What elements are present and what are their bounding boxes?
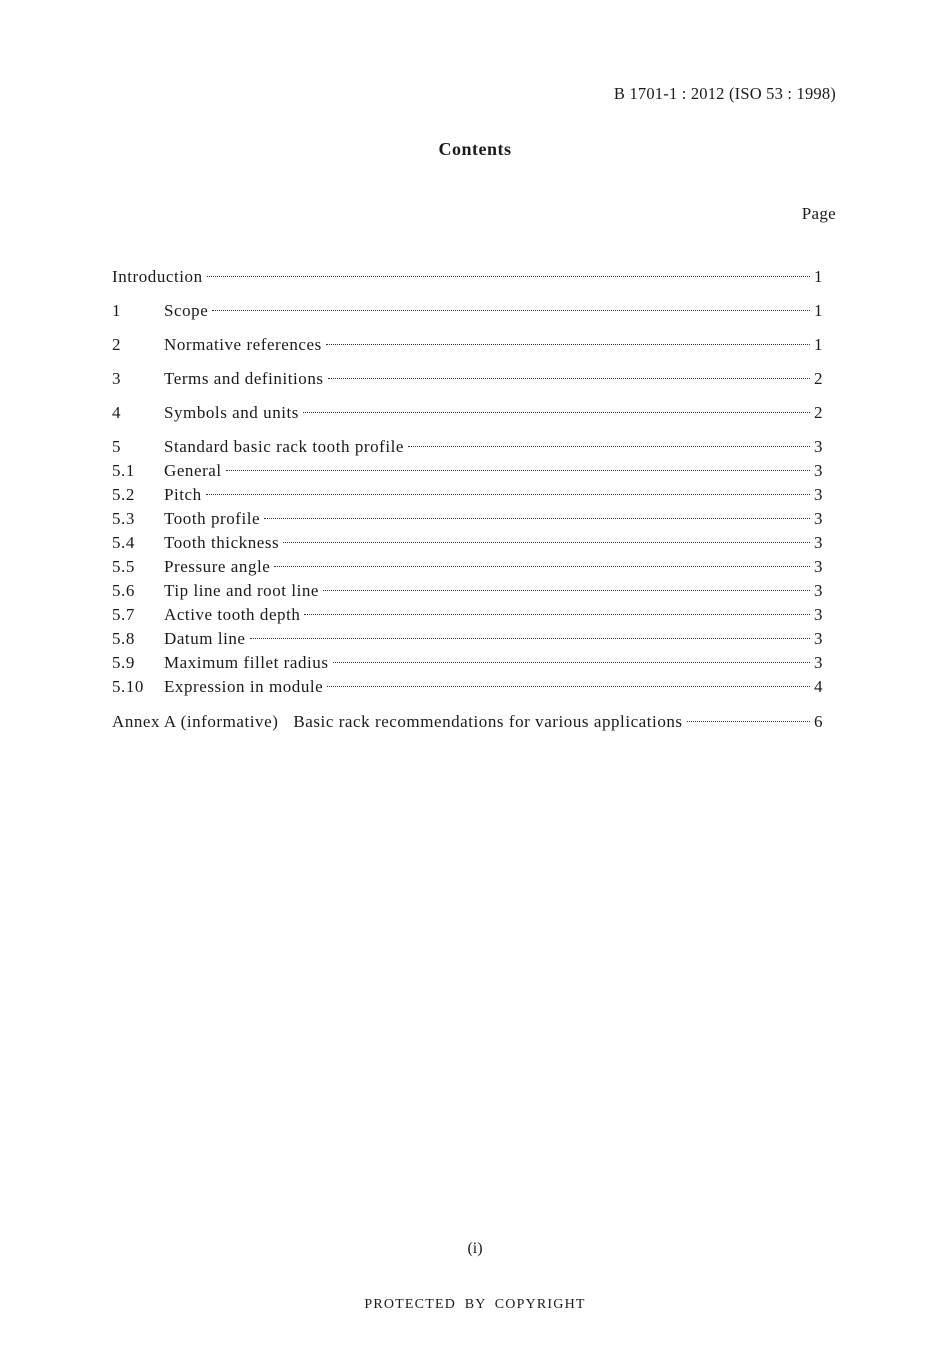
toc-entry-number: 3 (112, 369, 122, 388)
toc-entry-title: Symbols and units (164, 403, 299, 422)
toc-leader (226, 470, 810, 471)
toc-entry[interactable] (112, 629, 823, 651)
toc-entry-title: Tooth profile (164, 509, 261, 528)
toc-entry-annex-a[interactable] (112, 712, 823, 734)
toc-entry[interactable] (112, 461, 823, 483)
toc-entry-number: 5.6 (112, 581, 135, 600)
toc-entry[interactable] (112, 335, 823, 357)
toc-entry-page: 3 (813, 437, 823, 456)
toc-entry-number: 4 (112, 403, 122, 422)
toc-entry-page: 3 (813, 629, 823, 648)
toc-entry-title: Introduction (112, 267, 203, 286)
toc-leader (304, 614, 810, 615)
toc-entry[interactable] (112, 437, 823, 459)
copyright-notice: PROTECTED BY COPYRIGHT (364, 1297, 586, 1312)
toc-entry-title: Standard basic rack tooth profile (164, 437, 405, 456)
toc-leader (326, 344, 810, 345)
toc-entry-title: Tip line and root line (164, 581, 320, 600)
toc-entry-title: Pitch (164, 485, 202, 504)
document-code: B 1701-1 : 2012 (ISO 53 : 1998) (613, 84, 836, 103)
toc-leader (333, 662, 810, 663)
toc-entry-page: 3 (813, 653, 823, 672)
toc-entry[interactable] (112, 509, 823, 531)
toc-entry-title: Pressure angle (164, 557, 271, 576)
toc-leader (283, 542, 810, 543)
toc-leader (408, 446, 810, 447)
toc-leader (250, 638, 810, 639)
toc-entry-number: 5 (112, 437, 122, 456)
toc-entry[interactable] (112, 369, 823, 391)
toc-entry-page: 3 (813, 485, 823, 504)
page-column-label: Page (801, 204, 836, 223)
toc-leader (687, 721, 810, 722)
toc-entry-number: 5.9 (112, 653, 135, 672)
toc-entry-number: 5.5 (112, 557, 135, 576)
toc-leader (206, 494, 810, 495)
toc-entry-title: Terms and definitions (164, 369, 324, 388)
toc-leader (207, 276, 810, 277)
toc-entry-title: Active tooth depth (164, 605, 301, 624)
toc-entry-page: 2 (813, 403, 823, 422)
toc-leader (327, 686, 810, 687)
toc-entry-page: 3 (813, 581, 823, 600)
toc-leader (264, 518, 810, 519)
toc-entry-number: 5.8 (112, 629, 135, 648)
toc-entry-number: 5.4 (112, 533, 135, 552)
toc-entry-title: Normative references (164, 335, 322, 354)
toc-entry-page: 2 (813, 369, 823, 388)
toc-entry-number: 5.1 (112, 461, 135, 480)
toc-entry[interactable] (112, 677, 823, 699)
toc-entry-page: 6 (813, 712, 823, 731)
toc-entry-page: 3 (813, 533, 823, 552)
toc-entry-page: 1 (813, 267, 823, 286)
toc-entry-title: Basic rack recommendations for various applications (293, 712, 683, 731)
toc-entry-number: 1 (112, 301, 122, 320)
toc-entry-page: 3 (813, 605, 823, 624)
toc-entry-title: General (164, 461, 222, 480)
toc-entry-title: Expression in module (164, 677, 324, 696)
toc-entry-page: 1 (813, 301, 823, 320)
toc-entry-number: 5.7 (112, 605, 135, 624)
toc-entry-title: Datum line (164, 629, 246, 648)
toc-entry-page: 3 (813, 509, 823, 528)
toc-entry-title: Maximum fillet radius (164, 653, 329, 672)
toc-entry[interactable] (112, 557, 823, 579)
page-title: Contents (438, 139, 512, 159)
toc-entry[interactable] (112, 301, 823, 323)
toc-entry[interactable] (112, 485, 823, 507)
toc-entry[interactable] (112, 605, 823, 627)
toc-entry-number: 5.3 (112, 509, 135, 528)
toc-entry-page: 3 (813, 461, 823, 480)
toc-annex-label: Annex A (informative) (112, 712, 279, 731)
toc-entry-page: 4 (813, 677, 823, 696)
toc-leader (303, 412, 810, 413)
toc-entry-title: Scope (164, 301, 209, 320)
toc-entry-page: 3 (813, 557, 823, 576)
toc-entry-number: 5.10 (112, 677, 144, 696)
toc-entry-page: 1 (813, 335, 823, 354)
toc-entry-number: 5.2 (112, 485, 135, 504)
toc-entry-title: Tooth thickness (164, 533, 280, 552)
toc-entry-introduction[interactable] (112, 267, 823, 289)
toc-leader (212, 310, 810, 311)
toc-leader (328, 378, 810, 379)
toc-entry-number: 2 (112, 335, 122, 354)
toc-entry[interactable] (112, 403, 823, 425)
page-number: (i) (467, 1240, 483, 1257)
toc-entry[interactable] (112, 653, 823, 675)
toc-leader (323, 590, 810, 591)
toc-entry[interactable] (112, 581, 823, 603)
toc-leader (274, 566, 810, 567)
toc-entry[interactable] (112, 533, 823, 555)
